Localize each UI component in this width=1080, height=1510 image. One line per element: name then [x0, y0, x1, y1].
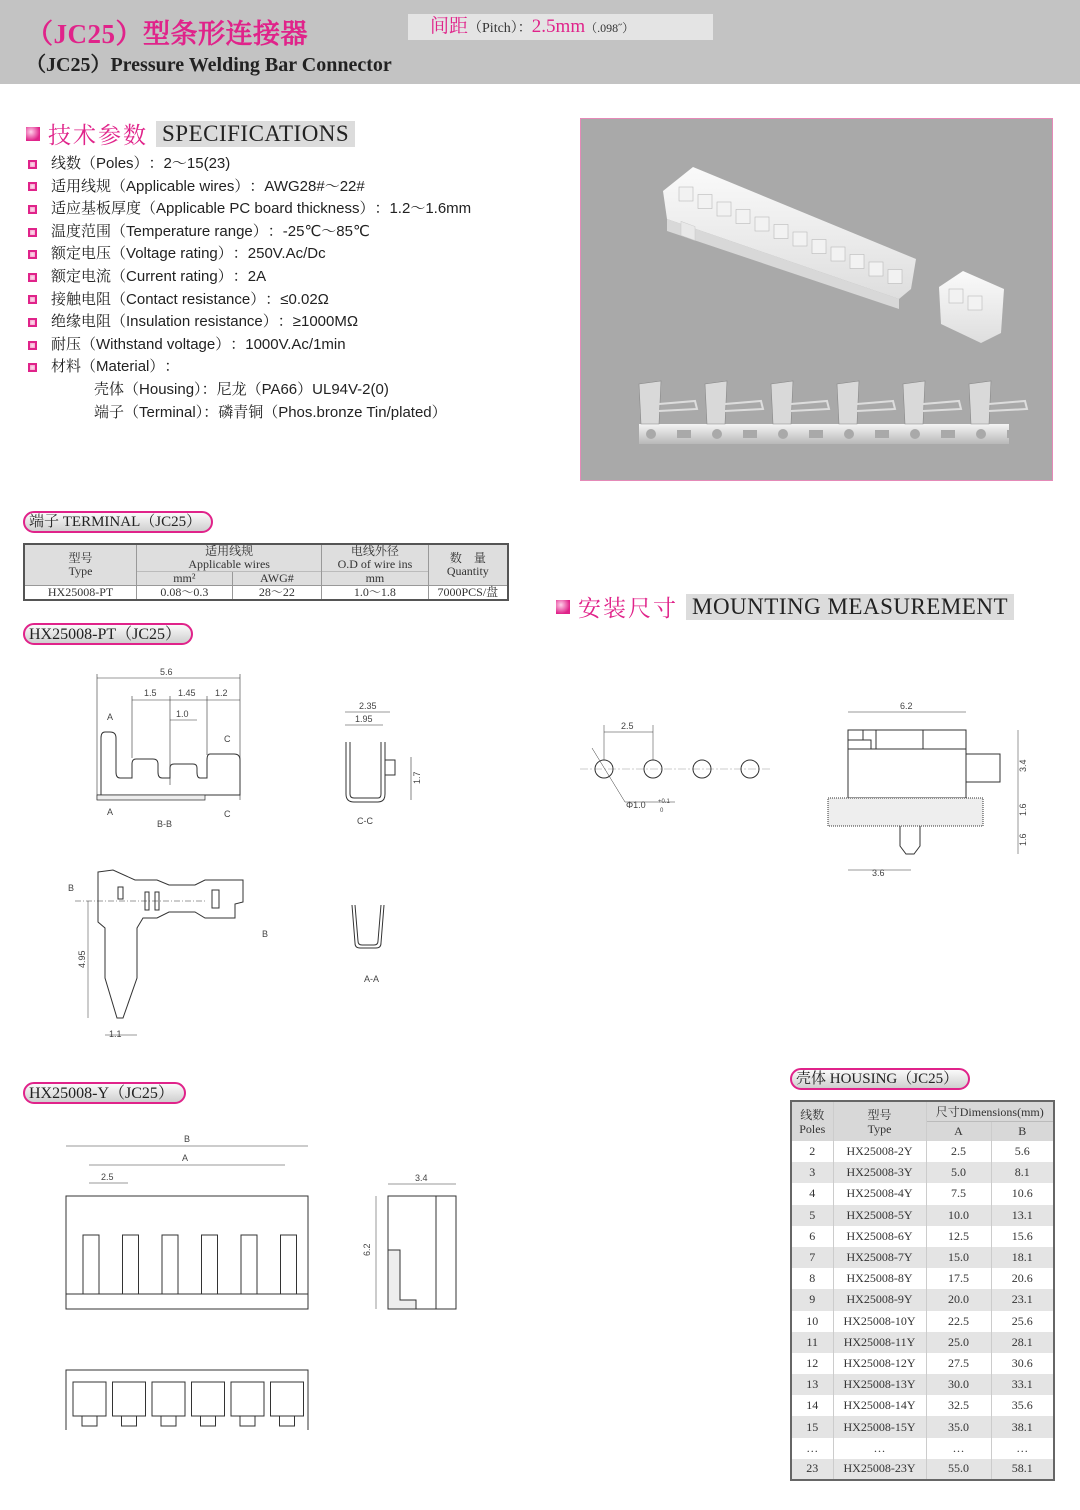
cell-a: …: [926, 1438, 991, 1459]
cell-type: HX25008-7Y: [833, 1247, 926, 1268]
dim-hole-diameter: Φ1.0: [626, 800, 646, 810]
spec-value: ：1.2～1.6mm: [374, 200, 472, 218]
th-od-unit: mm: [322, 572, 428, 586]
cell-type: HX25008-23Y: [833, 1459, 926, 1480]
terminal-pin: [903, 381, 925, 424]
section-aa-view: [352, 905, 384, 984]
terminal-pin: [639, 381, 661, 424]
cell-a: 20.0: [926, 1289, 991, 1310]
spec-label-cn: 额定电压: [51, 245, 112, 263]
spec-label-en: （Current rating）: [111, 267, 233, 285]
cell-poles: 6: [809, 1228, 816, 1243]
cell-type: HX25008-6Y: [833, 1226, 926, 1247]
dim-1-7: 1.7: [412, 771, 422, 784]
housing-front-view: [66, 1134, 308, 1309]
specifications-list: [28, 153, 471, 424]
material-label-cn: 壳体: [94, 380, 125, 398]
bullet-square-icon: [556, 600, 570, 614]
cell-a: 22.5: [926, 1311, 991, 1332]
cell-a: 35.0: [926, 1416, 991, 1437]
spec-label-cn: 适应基板厚度: [51, 200, 142, 218]
cell-type: HX25008-PT: [24, 586, 137, 601]
table-row: [791, 1226, 1054, 1247]
spec-item: [28, 356, 471, 379]
housing-cavity-photo: [869, 262, 883, 276]
product-photo: [580, 118, 1053, 481]
housing-cavity: [271, 1382, 304, 1416]
specifications-heading: [26, 117, 355, 150]
cell-poles: 5: [791, 1205, 833, 1226]
cell-b: 28.1: [991, 1332, 1054, 1353]
housing-pill: 壳体 HOUSING（JC25）: [790, 1068, 970, 1090]
cell-mm2: 0.08～0.3: [137, 586, 233, 601]
material-label-cn: 端子: [94, 403, 125, 421]
housing-cavity-photo: [949, 289, 963, 303]
dim-mount-height: 3.4: [1018, 759, 1028, 772]
spec-value: ：2～15(23): [148, 155, 231, 172]
spec-value: ：1000V.Ac/1min: [230, 335, 346, 353]
strip-hole: [778, 429, 788, 439]
dim-depth: 3.4: [415, 1173, 428, 1183]
terminal-strip: [639, 381, 1027, 444]
cell-type: HX25008-9Y: [833, 1289, 926, 1310]
terminal-contact: [857, 401, 895, 411]
spec-label-en: （Temperature range）: [111, 222, 268, 240]
th-type: 型号 Type: [24, 544, 137, 586]
strip-slot: [677, 430, 691, 438]
spec-label-en: （Applicable PC board thickness）: [141, 200, 375, 218]
dim-mount-offset: 3.6: [872, 868, 885, 878]
bullet-square-icon: [28, 160, 37, 169]
dim-hole-pitch: 2.5: [621, 721, 634, 731]
material-item: [28, 402, 471, 425]
cell-type: …: [833, 1438, 926, 1459]
section-cc-view: [345, 701, 422, 826]
bullet-square-icon: [28, 205, 37, 214]
strip-slot: [875, 430, 889, 438]
housing-cavity-photo: [755, 217, 769, 231]
table-row: [791, 1289, 1054, 1310]
cell-b: 23.1: [991, 1289, 1054, 1310]
dim-5-6: 5.6: [160, 667, 173, 677]
cell-type: HX25008-3Y: [833, 1162, 926, 1183]
table-row: [791, 1205, 1054, 1226]
housing-latch: [122, 1416, 137, 1426]
hole-pattern: [580, 721, 770, 814]
cell-poles: 10: [806, 1313, 819, 1328]
terminal-top-view: [68, 870, 268, 1039]
housing-cavity-photo: [679, 187, 693, 201]
short-housing: [939, 271, 1004, 343]
cell-b: 18.1: [991, 1247, 1054, 1268]
cell-type: HX25008-4Y: [833, 1183, 926, 1204]
spec-item: [28, 176, 471, 199]
dim-hole-tolerance-minus: 0: [660, 808, 664, 814]
cell-b: …: [991, 1438, 1054, 1459]
dim-hole-tolerance-plus: +0.1: [658, 799, 670, 805]
dim-mount-width: 6.2: [900, 701, 913, 711]
spec-item: [28, 153, 471, 176]
terminal-contact: [989, 401, 1027, 411]
spec-item: [28, 311, 471, 334]
spec-label-cn: 绝缘电阻: [51, 313, 112, 331]
table-row: [791, 1268, 1054, 1289]
pitch-value: 2.5mm: [531, 16, 586, 37]
table-row: [791, 1247, 1054, 1268]
spec-value: ：≤0.02Ω: [265, 290, 329, 308]
cell-b: 20.6: [991, 1268, 1054, 1289]
terminal-pin: [705, 381, 727, 424]
spec-item: [28, 334, 471, 357]
spec-item: [28, 243, 471, 266]
spec-label-en: （Withstand voltage）: [81, 335, 231, 353]
terminal-pin: [837, 381, 859, 424]
section-b-right: B: [262, 929, 269, 939]
housing-cavity-photo: [736, 210, 750, 224]
pitch-box: [408, 14, 713, 40]
cell-poles: 7: [791, 1247, 833, 1268]
cell-poles: 23: [791, 1459, 833, 1480]
cell-od: 1.0～1.8: [322, 586, 428, 601]
th-awg: AWG#: [232, 572, 322, 586]
th-od: 电线外径 O.D of wire ins: [322, 544, 428, 572]
terminal-pill: 端子 TERMINAL（JC25）: [23, 511, 213, 533]
product-photo-illustration: [581, 119, 1054, 482]
table-row: [791, 1332, 1054, 1353]
housing-slot: [83, 1235, 99, 1294]
strip-slot: [743, 430, 757, 438]
dim-1-95: 1.95: [355, 714, 373, 724]
cell-b: 33.1: [991, 1374, 1054, 1395]
cell-b: 58.1: [991, 1459, 1054, 1480]
specifications-title-cn: 技术参数: [48, 122, 148, 148]
cell-a: 15.0: [926, 1247, 991, 1268]
th-a: A: [926, 1121, 991, 1141]
cell-b: 35.6: [991, 1395, 1054, 1416]
dim-pin-length: 1.6: [1018, 833, 1028, 846]
spec-label-cn: 温度范围: [51, 222, 112, 240]
spec-label-cn: 耐压: [51, 335, 82, 353]
caption-aa: A-A: [364, 974, 380, 984]
spec-item: [28, 266, 471, 289]
terminal-table: [23, 543, 509, 601]
dim-1-45: 1.45: [178, 688, 196, 698]
spec-value: ：≥1000MΩ: [277, 313, 359, 331]
housing-latch: [240, 1416, 255, 1426]
housing-cavity-photo: [968, 296, 982, 310]
housing-table: [790, 1100, 1055, 1481]
cell-b: 25.6: [991, 1311, 1054, 1332]
th-wires: 适用线规 Applicable wires: [137, 544, 322, 572]
spec-label-en: （Insulation resistance）: [111, 313, 278, 331]
material-item: [28, 379, 471, 402]
spec-value: ：-25℃～85℃: [267, 222, 370, 240]
cell-b: 38.1: [991, 1416, 1054, 1437]
material-value: ：磷青铜（Phos.bronze Tin/plated）: [203, 403, 447, 421]
spec-item: [28, 221, 471, 244]
spec-label-en: （Applicable wires）: [111, 177, 250, 195]
housing-cavity-photo: [774, 225, 788, 239]
bullet-square-icon: [28, 295, 37, 304]
strip-slot: [809, 430, 823, 438]
terminal-pin: [969, 381, 991, 424]
spec-label-cn: 适用线规: [51, 177, 112, 195]
housing-cavity: [192, 1382, 225, 1416]
pitch-label-en: （Pitch）：: [468, 21, 532, 36]
th-mm2: mm²: [137, 572, 233, 586]
bullet-square-icon: [28, 228, 37, 237]
cell-poles: …: [806, 1440, 819, 1455]
side-mount-view: [828, 701, 1028, 878]
th-b: B: [991, 1121, 1054, 1141]
spec-item: [28, 289, 471, 312]
terminal-section-label: [23, 511, 213, 533]
terminal-contact: [791, 401, 829, 411]
housing-slot: [162, 1235, 178, 1294]
terminal-drawing-label: [23, 623, 193, 645]
dim-b: B: [184, 1134, 191, 1144]
spec-label-en: （Material）: [81, 358, 165, 376]
th-type: 型号 Type: [833, 1101, 926, 1141]
cell-a: 12.5: [926, 1226, 991, 1247]
caption-bb: B-B: [157, 819, 173, 829]
mounting-title-cn: 安装尺寸: [578, 595, 678, 621]
cell-type: HX25008-5Y: [833, 1205, 926, 1226]
spec-value: ：AWG28#～22#: [249, 177, 365, 195]
cell-poles: 14: [806, 1398, 819, 1413]
section-c-top: C: [224, 734, 231, 744]
cell-b: 30.6: [991, 1353, 1054, 1374]
dim-1-5: 1.5: [144, 688, 157, 698]
housing-bottom-view: [66, 1370, 308, 1430]
housing-slot: [281, 1235, 297, 1294]
spec-label-en: （Poles）: [81, 155, 149, 172]
dim-1-2: 1.2: [215, 688, 228, 698]
housing-latch: [82, 1416, 97, 1426]
cell-poles: 15: [791, 1416, 833, 1437]
housing-latch: [280, 1416, 295, 1426]
cell-qty: 7000PCS/盘: [428, 586, 508, 601]
cell-poles: 2: [809, 1144, 816, 1159]
section-a-bottom: A: [107, 807, 114, 817]
cell-a: 5.0: [926, 1162, 991, 1183]
housing-drawing: [60, 1130, 480, 1430]
spec-value: ：2A: [232, 267, 267, 285]
dim-4-95: 4.95: [77, 950, 87, 968]
spec-value: ：250V.Ac/Dc: [232, 245, 326, 263]
dim-1-1: 1.1: [109, 1029, 122, 1039]
cell-type: HX25008-15Y: [833, 1416, 926, 1437]
housing-cavity: [73, 1382, 106, 1416]
strip-hole: [646, 429, 656, 439]
bullet-square-icon: [28, 341, 37, 350]
material-label-en: （Housing）: [124, 380, 202, 398]
bullet-square-icon: [28, 273, 37, 282]
housing-cavity-photo: [812, 240, 826, 254]
cell-poles: 12: [806, 1355, 819, 1370]
cell-b: 13.1: [991, 1205, 1054, 1226]
terminal-contact: [725, 401, 763, 411]
housing-cavity: [231, 1382, 264, 1416]
bullet-square-icon: [28, 363, 37, 372]
pitch-label-cn: 间距: [430, 16, 469, 37]
material-value: ：尼龙（PA66）UL94V-2(0): [201, 380, 389, 398]
housing-latch: [161, 1416, 176, 1426]
cell-poles: 11: [791, 1332, 833, 1353]
cell-poles: 3: [791, 1162, 833, 1183]
section-bb-view: [97, 667, 240, 829]
cell-b: 10.6: [991, 1183, 1054, 1204]
housing-cavity-photo: [698, 195, 712, 209]
housing-drawing-label: [23, 1082, 186, 1104]
mounting-drawing: [570, 690, 1050, 890]
bullet-square-icon: [26, 127, 40, 141]
bullet-square-icon: [28, 250, 37, 259]
cell-type: HX25008-8Y: [833, 1268, 926, 1289]
table-row: [791, 1311, 1054, 1332]
cell-a: 25.0: [926, 1332, 991, 1353]
material-label-en: （Terminal）: [124, 403, 204, 421]
cell-type: HX25008-2Y: [833, 1141, 926, 1162]
strip-slot: [941, 430, 955, 438]
housing-cavity-photo: [888, 270, 902, 284]
cell-poles: 13: [791, 1374, 833, 1395]
housing-cavity-photo: [850, 255, 864, 269]
cell-a: 30.0: [926, 1374, 991, 1395]
housing-side-view: [362, 1173, 456, 1309]
housing-slot: [202, 1235, 218, 1294]
strip-hole: [910, 429, 920, 439]
strip-hole: [712, 429, 722, 439]
cell-type: HX25008-14Y: [833, 1395, 926, 1416]
table-row: [791, 1374, 1054, 1395]
cell-b: 15.6: [991, 1226, 1054, 1247]
cell-a: 17.5: [926, 1268, 991, 1289]
spec-label-cn: 材料: [51, 358, 82, 376]
bullet-square-icon: [28, 318, 37, 327]
th-poles: 线数 Poles: [791, 1101, 833, 1141]
table-row: [791, 1438, 1054, 1459]
housing-cavity: [152, 1382, 185, 1416]
dim-height: 6.2: [362, 1243, 372, 1256]
pitch-inch: （.098˝）: [585, 21, 635, 35]
terminal-drawing-pill: HX25008-PT（JC25）: [23, 623, 193, 645]
cell-type: HX25008-12Y: [833, 1353, 926, 1374]
housing-drawing-pill: HX25008-Y（JC25）: [23, 1082, 186, 1104]
page-subtitle: （JC25）Pressure Welding Bar Connector: [26, 54, 392, 76]
cell-poles: 8: [809, 1271, 816, 1286]
cell-type: HX25008-10Y: [833, 1311, 926, 1332]
cell-type: HX25008-11Y: [833, 1332, 926, 1353]
table-row: [791, 1459, 1054, 1480]
strip-slot: [1007, 430, 1021, 438]
housing-cavity-photo: [831, 247, 845, 261]
spec-item: [28, 198, 471, 221]
dim-a: A: [182, 1153, 189, 1163]
cell-type: HX25008-13Y: [833, 1374, 926, 1395]
housing-cavity: [113, 1382, 146, 1416]
spec-label-en: （Contact resistance）: [111, 290, 266, 308]
cell-poles: 9: [791, 1289, 833, 1310]
bullet-square-icon: [28, 182, 37, 191]
mounting-title-en: MOUNTING MEASUREMENT: [686, 594, 1014, 620]
housing-slot: [241, 1235, 257, 1294]
terminal-contact: [659, 401, 697, 411]
spec-label-cn: 额定电流: [51, 267, 112, 285]
table-row: [791, 1141, 1054, 1162]
housing-latch: [201, 1416, 216, 1426]
table-row: [791, 1416, 1054, 1437]
table-row: [791, 1162, 1054, 1183]
page-title: （JC25）型条形连接器: [26, 19, 308, 49]
spec-label-cn: 接触电阻: [51, 290, 112, 308]
table-row: [791, 1395, 1054, 1416]
cell-poles: 4: [809, 1186, 816, 1201]
mounting-heading: [556, 590, 1014, 623]
strip-hole: [844, 429, 854, 439]
th-dimensions: 尺寸Dimensions(mm): [926, 1101, 1054, 1121]
cell-a: 32.5: [926, 1395, 991, 1416]
table-row: [791, 1353, 1054, 1374]
cell-awg: 28～22: [232, 586, 322, 601]
dim-board-thickness: 1.6: [1018, 803, 1028, 816]
cell-a: 2.5: [926, 1141, 991, 1162]
housing-cavity-photo: [717, 202, 731, 216]
housing-cavity-photo: [793, 232, 807, 246]
dim-2-35: 2.35: [359, 701, 377, 711]
cell-a: 27.5: [926, 1353, 991, 1374]
section-a-top: A: [107, 712, 114, 722]
th-qty: 数 量 Quantity: [428, 544, 508, 586]
cell-a: 10.0: [926, 1205, 991, 1226]
terminal-pin: [771, 381, 793, 424]
housing-section-label: [790, 1068, 970, 1090]
strip-hole: [976, 429, 986, 439]
dim-pitch: 2.5: [101, 1172, 114, 1182]
specifications-title-en: SPECIFICATIONS: [156, 121, 355, 147]
cell-a: 7.5: [926, 1183, 991, 1204]
terminal-contact: [923, 401, 961, 411]
dim-1-0: 1.0: [176, 709, 189, 719]
long-housing: [663, 167, 916, 309]
spec-label-en: （Voltage rating）: [111, 245, 233, 263]
spec-value: ：: [164, 358, 180, 376]
housing-slot: [123, 1235, 139, 1294]
table-row: [791, 1183, 1054, 1204]
cell-a: 55.0: [926, 1459, 991, 1480]
table-row: [24, 586, 508, 601]
cell-b: 5.6: [991, 1141, 1054, 1162]
cell-b: 8.1: [991, 1162, 1054, 1183]
caption-cc: C-C: [357, 816, 373, 826]
section-c-bottom: C: [224, 809, 231, 819]
section-b-left: B: [68, 883, 75, 893]
spec-label-cn: 线数: [51, 155, 82, 172]
terminal-drawing: [60, 660, 460, 1060]
